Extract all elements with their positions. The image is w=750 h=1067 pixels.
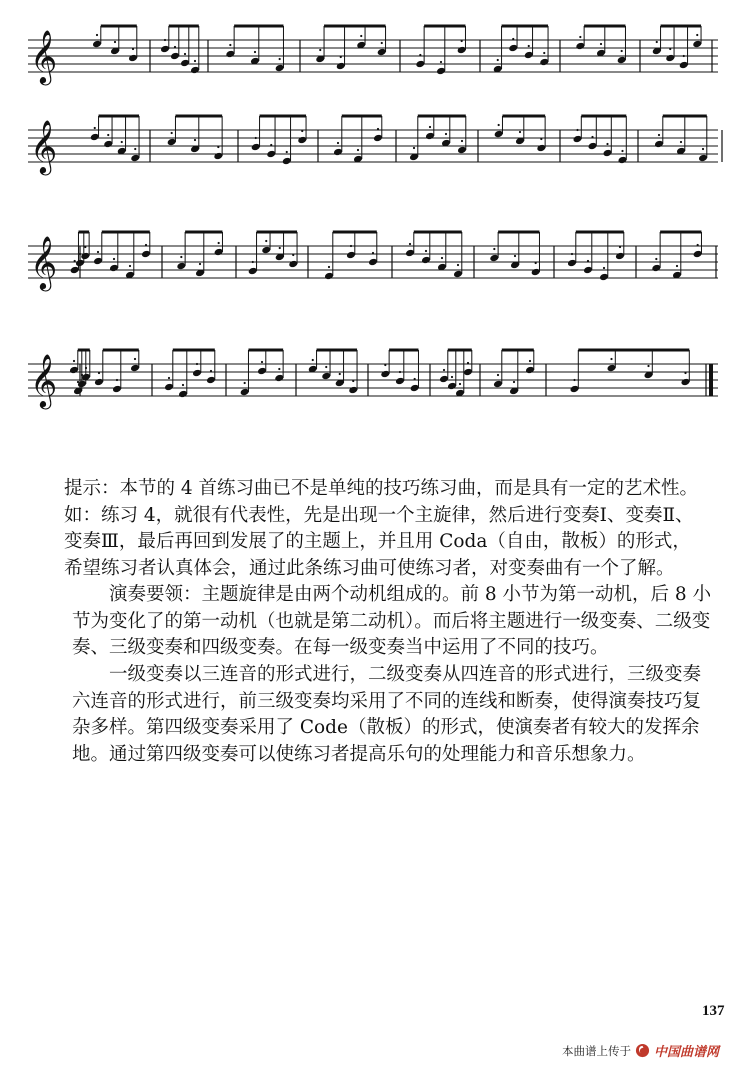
staff-system bbox=[28, 116, 722, 175]
music-score bbox=[0, 0, 750, 470]
treble-clef-icon: 𝄞 bbox=[30, 119, 58, 173]
footer-site-name: 中国曲谱网 bbox=[654, 1045, 720, 1060]
staff-system bbox=[28, 350, 718, 409]
tip-paragraph: 提示：本节的 4 首练习曲已不是单纯的技巧练习曲，而是具有一定的艺术性。如：练习 4，就很有代表性，先是出现一个主旋律，然后进行变奏Ⅰ、变奏Ⅱ、变奏Ⅲ，最后再回到发展了的主题上，并且用 Coda（自由，散板）的形式，希望练习者认真体会，通过此条练习曲可使练习者，对变奏曲有一个了解。 bbox=[64, 478, 699, 579]
site-logo-icon bbox=[635, 1043, 650, 1058]
footer-watermark bbox=[562, 1041, 719, 1060]
staff-system bbox=[28, 26, 718, 85]
staff-system bbox=[28, 232, 718, 291]
page-number: 137 bbox=[702, 1003, 725, 1019]
treble-clef-icon: 𝄞 bbox=[30, 353, 58, 407]
footer-prefix: 本曲谱上传于 bbox=[562, 1043, 631, 1058]
treble-clef-icon: 𝄞 bbox=[30, 235, 58, 289]
performance-paragraph: 演奏要领：主题旋律是由两个动机组成的。前 8 小节为第一动机，后 8 小节为变化了的第一动机（也就是第二动机）。而后将主题进行一级变奏、二级变奏、三级变奏和四级变奏。在每一级变奏当中运用了不同的技巧。 bbox=[72, 584, 712, 658]
variation-paragraph: 一级变奏以三连音的形式进行，二级变奏从四连音的形式进行，三级变奏六连音的形式进行，前三级变奏均采用了不同的连线和断奏，使得演奏技巧复杂多样。第四级变奏采用了 Code（散板）的形式，使演奏者有较大的发挥余地。通过第四级变奏可以使练习者提高乐句的处理能力和音乐想象力。 bbox=[72, 664, 702, 765]
treble-clef-icon: 𝄞 bbox=[30, 29, 58, 83]
